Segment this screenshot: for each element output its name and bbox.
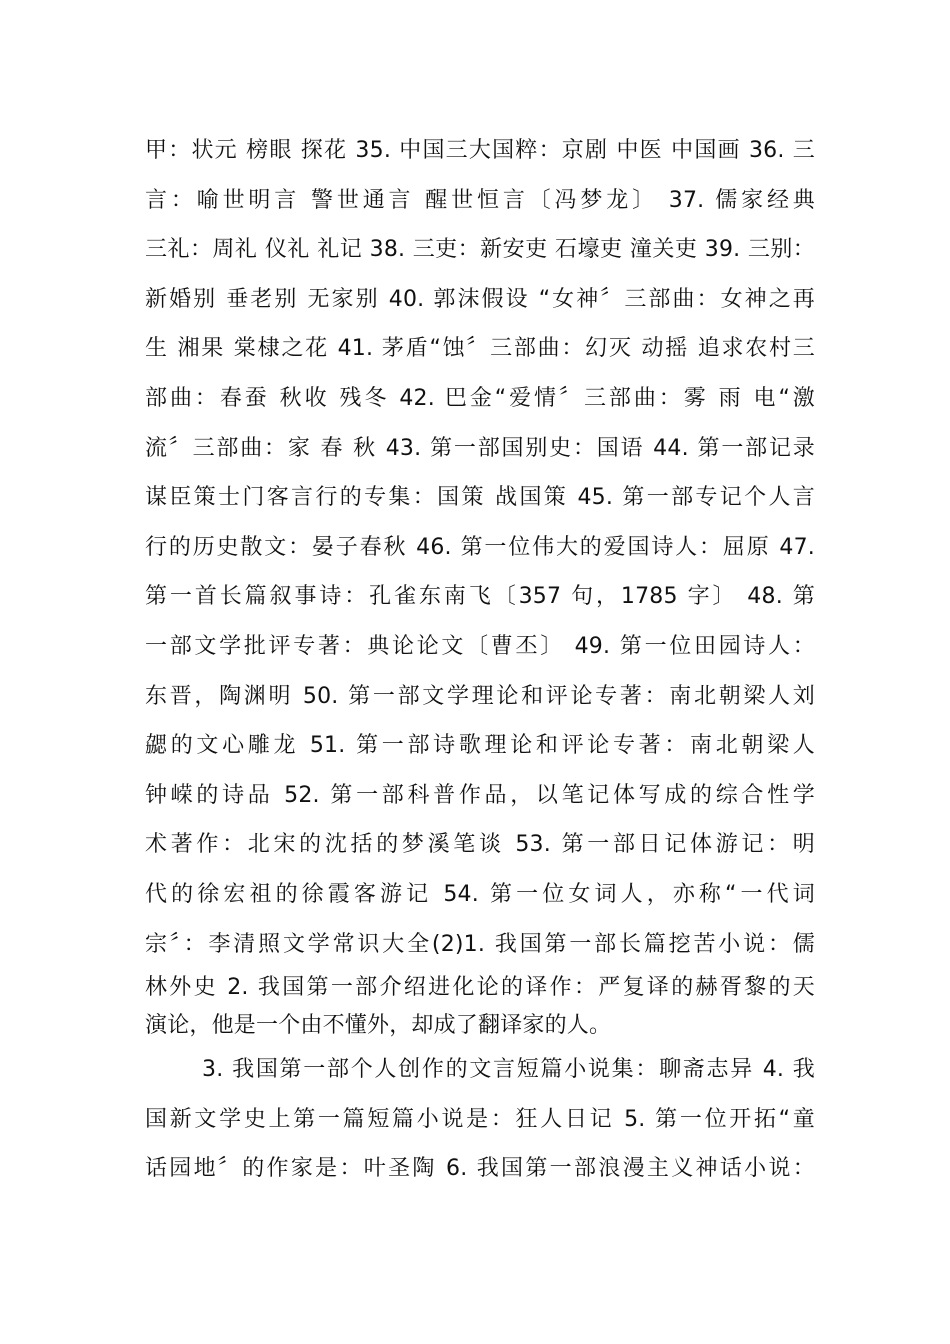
text-line: 言：喻世明言 警世通言 醒世恒言〔冯梦龙〕 37. 儒家经典 [145, 187, 815, 213]
text-line: 话园地〞的作家是：叶圣陶 6. 我国第一部浪漫主义神话小说： [145, 1156, 815, 1182]
text-line: 林外史 2. 我国第一部介绍进化论的译作：严复译的赫胥黎的天 [145, 975, 815, 1001]
text-line: 代的徐宏祖的徐霞客游记 54. 第一位女词人，亦称“一代词 [145, 881, 815, 907]
text-line: 宗〞：李清照文学常识大全(2)1. 我国第一部长篇挖苦小说：儒 [145, 931, 815, 957]
text-line: 术著作：北宋的沈括的梦溪笔谈 53. 第一部日记体游记：明 [145, 832, 815, 858]
text-line: 3. 我国第一部个人创作的文言短篇小说集：聊斋志异 4. 我 [202, 1057, 815, 1083]
text-line: 生 湘果 棠棣之花 41. 茅盾“蚀〞三部曲：幻灭 动摇 追求农村三 [145, 336, 815, 362]
text-line: 三礼：周礼 仪礼 礼记 38. 三吏：新安吏 石壕吏 潼关吏 39. 三别： [145, 237, 815, 263]
text-line: 一部文学批评专著：典论论文〔曹丕〕 49. 第一位田园诗人： [145, 633, 815, 659]
body-text [145, 126, 815, 1194]
text-line: 新婚别 垂老别 无家别 40. 郭沫假设 “女神〞三部曲：女神之再 [145, 286, 815, 312]
text-line: 勰的文心雕龙 51. 第一部诗歌理论和评论专著：南北朝梁人 [145, 733, 815, 759]
text-line: 国新文学史上第一篇短篇小说是：狂人日记 5. 第一位开拓“童 [145, 1106, 815, 1132]
text-line: 钟嵘的诗品 52. 第一部科普作品，以笔记体写成的综合性学 [145, 782, 815, 808]
text-line: 行的历史散文：晏子春秋 46. 第一位伟大的爱国诗人：屈原 47. [145, 534, 815, 560]
text-line: 演论，他是一个由不懂外，却成了翻译家的人。 [145, 1013, 612, 1039]
text-line: 部曲：春蚕 秋收 残冬 42. 巴金“爱情〞三部曲：雾 雨 电“激 [145, 385, 815, 411]
text-line: 流〞三部曲：家 春 秋 43. 第一部国别史：国语 44. 第一部记录 [145, 435, 815, 461]
text-line: 甲：状元 榜眼 探花 35. 中国三大国粹：京剧 中医 中国画 36. 三 [145, 138, 815, 163]
text-line: 东晋，陶渊明 50. 第一部文学理论和评论专著：南北朝梁人刘 [145, 683, 815, 709]
text-line: 第一首长篇叙事诗：孔雀东南飞〔357 句，1785 字〕 48. 第 [145, 584, 815, 610]
text-line: 谋臣策士门客言行的专集：国策 战国策 45. 第一部专记个人言 [145, 485, 815, 511]
